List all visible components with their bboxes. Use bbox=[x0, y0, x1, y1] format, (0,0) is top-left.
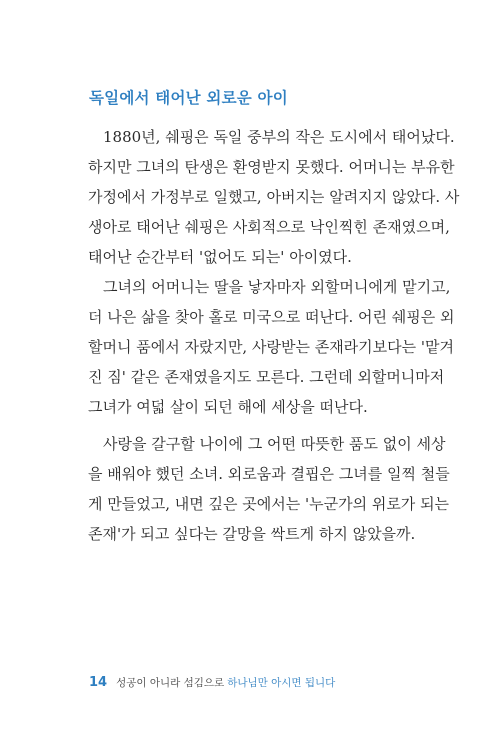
paragraph-1 bbox=[88, 122, 460, 272]
paragraph-3 bbox=[88, 429, 450, 549]
page-number: 14 bbox=[89, 675, 108, 690]
paragraph-line: 가정에서 가정부로 일했고, 아버지는 알려지지 않았다. 사 bbox=[88, 188, 460, 206]
paragraph-line: 그녀의 어머니는 딸을 낳자마자 외할머니에게 맡기고, bbox=[88, 278, 451, 296]
paragraph-line: 할머니 품에서 자랐지만, 사랑받는 존재라기보다는 '맡겨 bbox=[88, 338, 455, 356]
paragraph-line: 그녀가 여덟 살이 되던 해에 세상을 떠난다. bbox=[88, 398, 368, 416]
paragraph-line: 하지만 그녀의 탄생은 환영받지 못했다. 어머니는 부유한 bbox=[88, 158, 455, 176]
paragraph-line: 생아로 태어난 쉐핑은 사회적으로 낙인찍힌 존재였으며, bbox=[88, 218, 450, 236]
paragraph-line: 1880년, 쉐핑은 독일 중부의 작은 도시에서 태어났다. bbox=[88, 128, 455, 146]
paragraph-line: 게 만들었고, 내면 깊은 곳에서는 '누군가의 위로가 되는 bbox=[88, 495, 450, 513]
section-heading: 독일에서 태어난 외로운 아이 bbox=[89, 88, 288, 107]
page-footer bbox=[89, 675, 335, 690]
paragraph-2 bbox=[88, 272, 455, 422]
running-title-highlight: 하나님만 아시면 됩니다 bbox=[227, 677, 336, 689]
paragraph-line: 존재'가 되고 싶다는 갈망을 싹트게 하지 않았을까. bbox=[88, 525, 416, 543]
running-title: 성공이 아니라 섬김으로 bbox=[116, 677, 225, 689]
paragraph-line: 태어난 순간부터 '없어도 되는' 아이였다. bbox=[88, 248, 352, 266]
paragraph-line: 진 짐' 같은 존재였을지도 모른다. 그런데 외할머니마저 bbox=[88, 368, 445, 386]
paragraph-line: 사랑을 갈구할 나이에 그 어떤 따뜻한 품도 없이 세상 bbox=[88, 435, 446, 453]
paragraph-line: 을 배워야 했던 소녀. 외로움과 결핍은 그녀를 일찍 철들 bbox=[88, 465, 450, 483]
paragraph-line: 더 나은 삶을 찾아 홀로 미국으로 떠난다. 어린 쉐핑은 외 bbox=[88, 308, 455, 326]
